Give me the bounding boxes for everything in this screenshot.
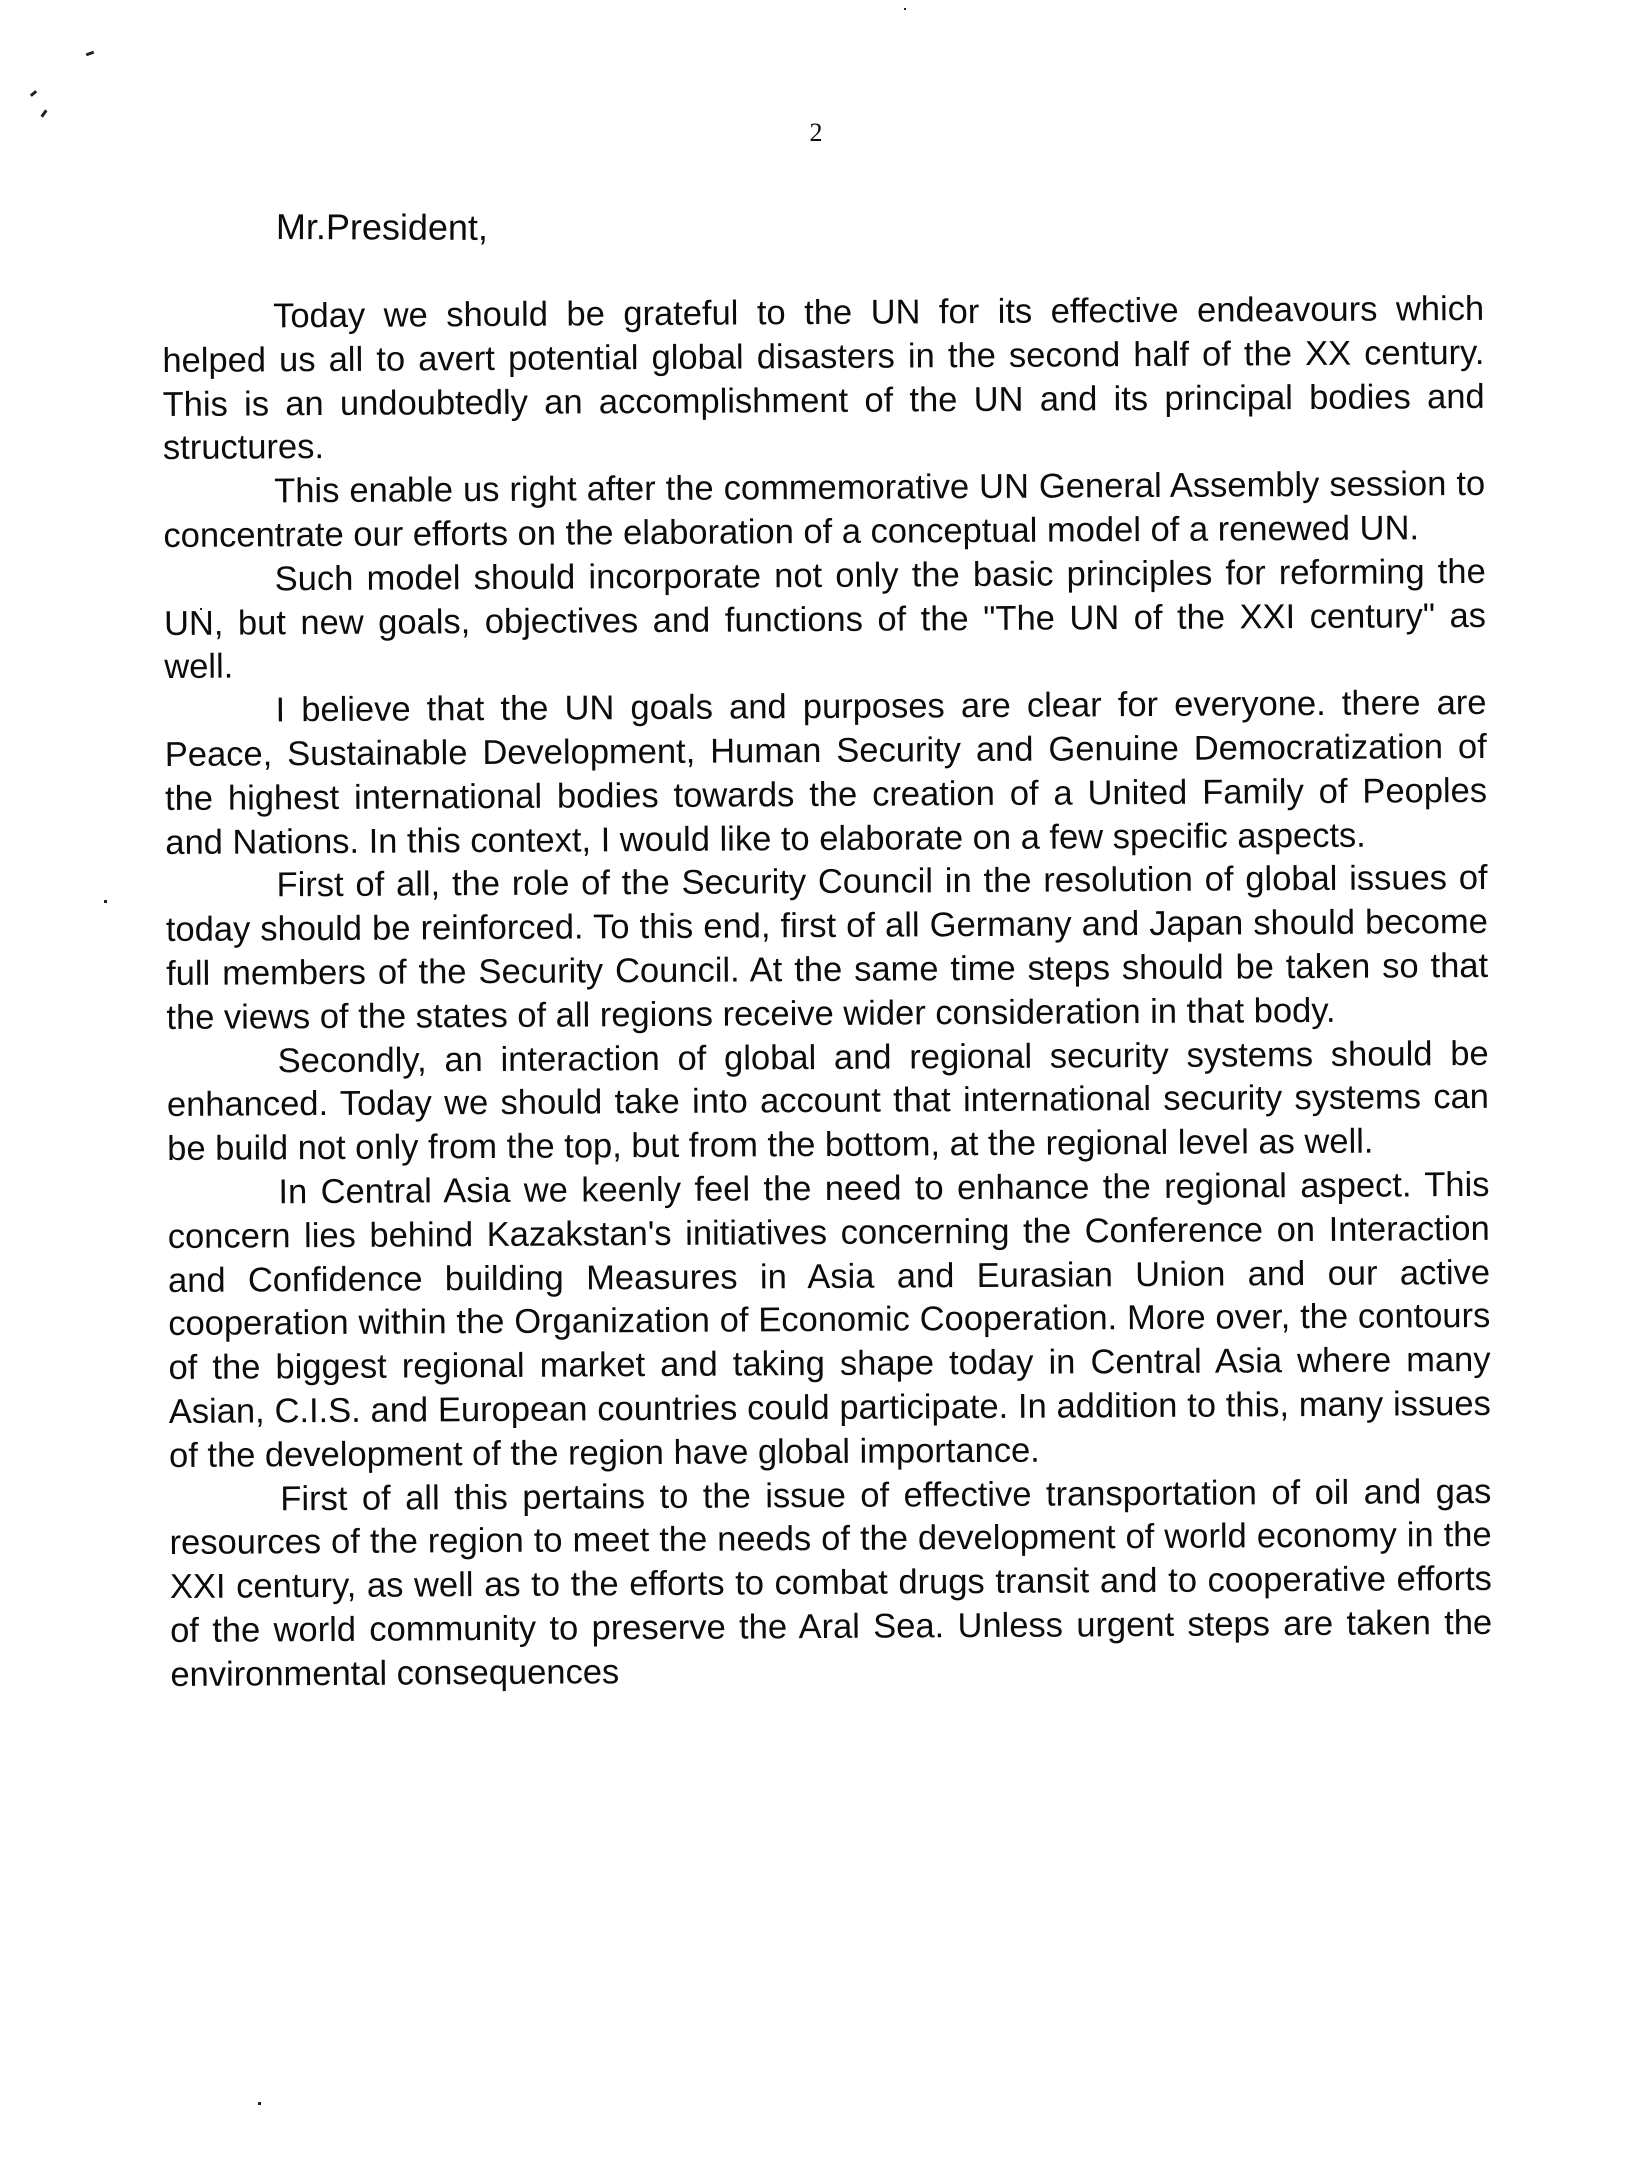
scan-speck — [904, 8, 906, 10]
paragraph: First of all this pertains to the issue of effective transportation of oil and gas resources of the region to meet the needs of the development of world economy in the XXI century, as well as to the efforts to combat drugs transit and to cooperative efforts of the world community to preserve the Aral Sea. Unless urgent steps are taken the environmental consequences — [169, 1472, 1493, 1694]
scan-speck — [86, 51, 95, 57]
scan-speck — [258, 2102, 261, 2105]
paragraph: This enable us right after the commemorative UN General Assembly session to concentrate our efforts on the elaboration of a conceptual model of a renewed UN. — [163, 465, 1486, 555]
scan-speck — [40, 109, 47, 117]
paragraph: Secondly, an interaction of global and regional security systems should be enhanced. Today we should take into account that international security systems can be build not only from the top, but from the bottom, at the regional level as well. — [166, 1034, 1490, 1169]
scan-speck — [104, 900, 107, 903]
paragraph: First of all, the role of the Security Council in the resolution of global issues of today should be reinforced. To this end, first of all Germany and Japan should become full members of the Security Council. At the same time steps should be taken so that the views of the states of all regions receive wider consideration in that body. — [165, 859, 1489, 1037]
paragraph: In Central Asia we keenly feel the need to enhance the regional aspect. This concern lies behind Kazakstan's initiatives concerning the Conference on Interaction and Confidence building Measures in Asia and Eurasian Union and our active cooperation within the Organization of Economic Cooperation. More over, the contours of the biggest regional market and taking shape today in Central Asia where many Asian, C.I.S. and European countries could participate. In addition to this, many issues of the development of the region have global importance. — [167, 1165, 1491, 1475]
scan-speck — [30, 90, 37, 97]
speech-body — [162, 288, 1493, 1698]
paragraph: Today we should be grateful to the UN for its effective endeavours which helped us all to avert potential global disasters in the second half of the XX century. This is an undoubtedly an accomplishment of the UN and its principal bodies and structures. — [162, 289, 1485, 468]
paragraph: I believe that the UN goals and purposes are clear for everyone. there are Peace, Sustainable Development, Human Security and Genuine Democratization of the highest international bodies towards the creation of a United Family of Peoples and Nations. In this context, I would like to elaborate on a few specific aspects. — [164, 684, 1488, 862]
page-number: 2 — [809, 118, 823, 147]
paragraph: Such model should incorporate not only the basic principles for reforming the UN, but new goals, objectives and functions of the "The UN of the XXI century" as well. — [163, 552, 1487, 687]
salutation: Mr.President, — [275, 206, 489, 248]
